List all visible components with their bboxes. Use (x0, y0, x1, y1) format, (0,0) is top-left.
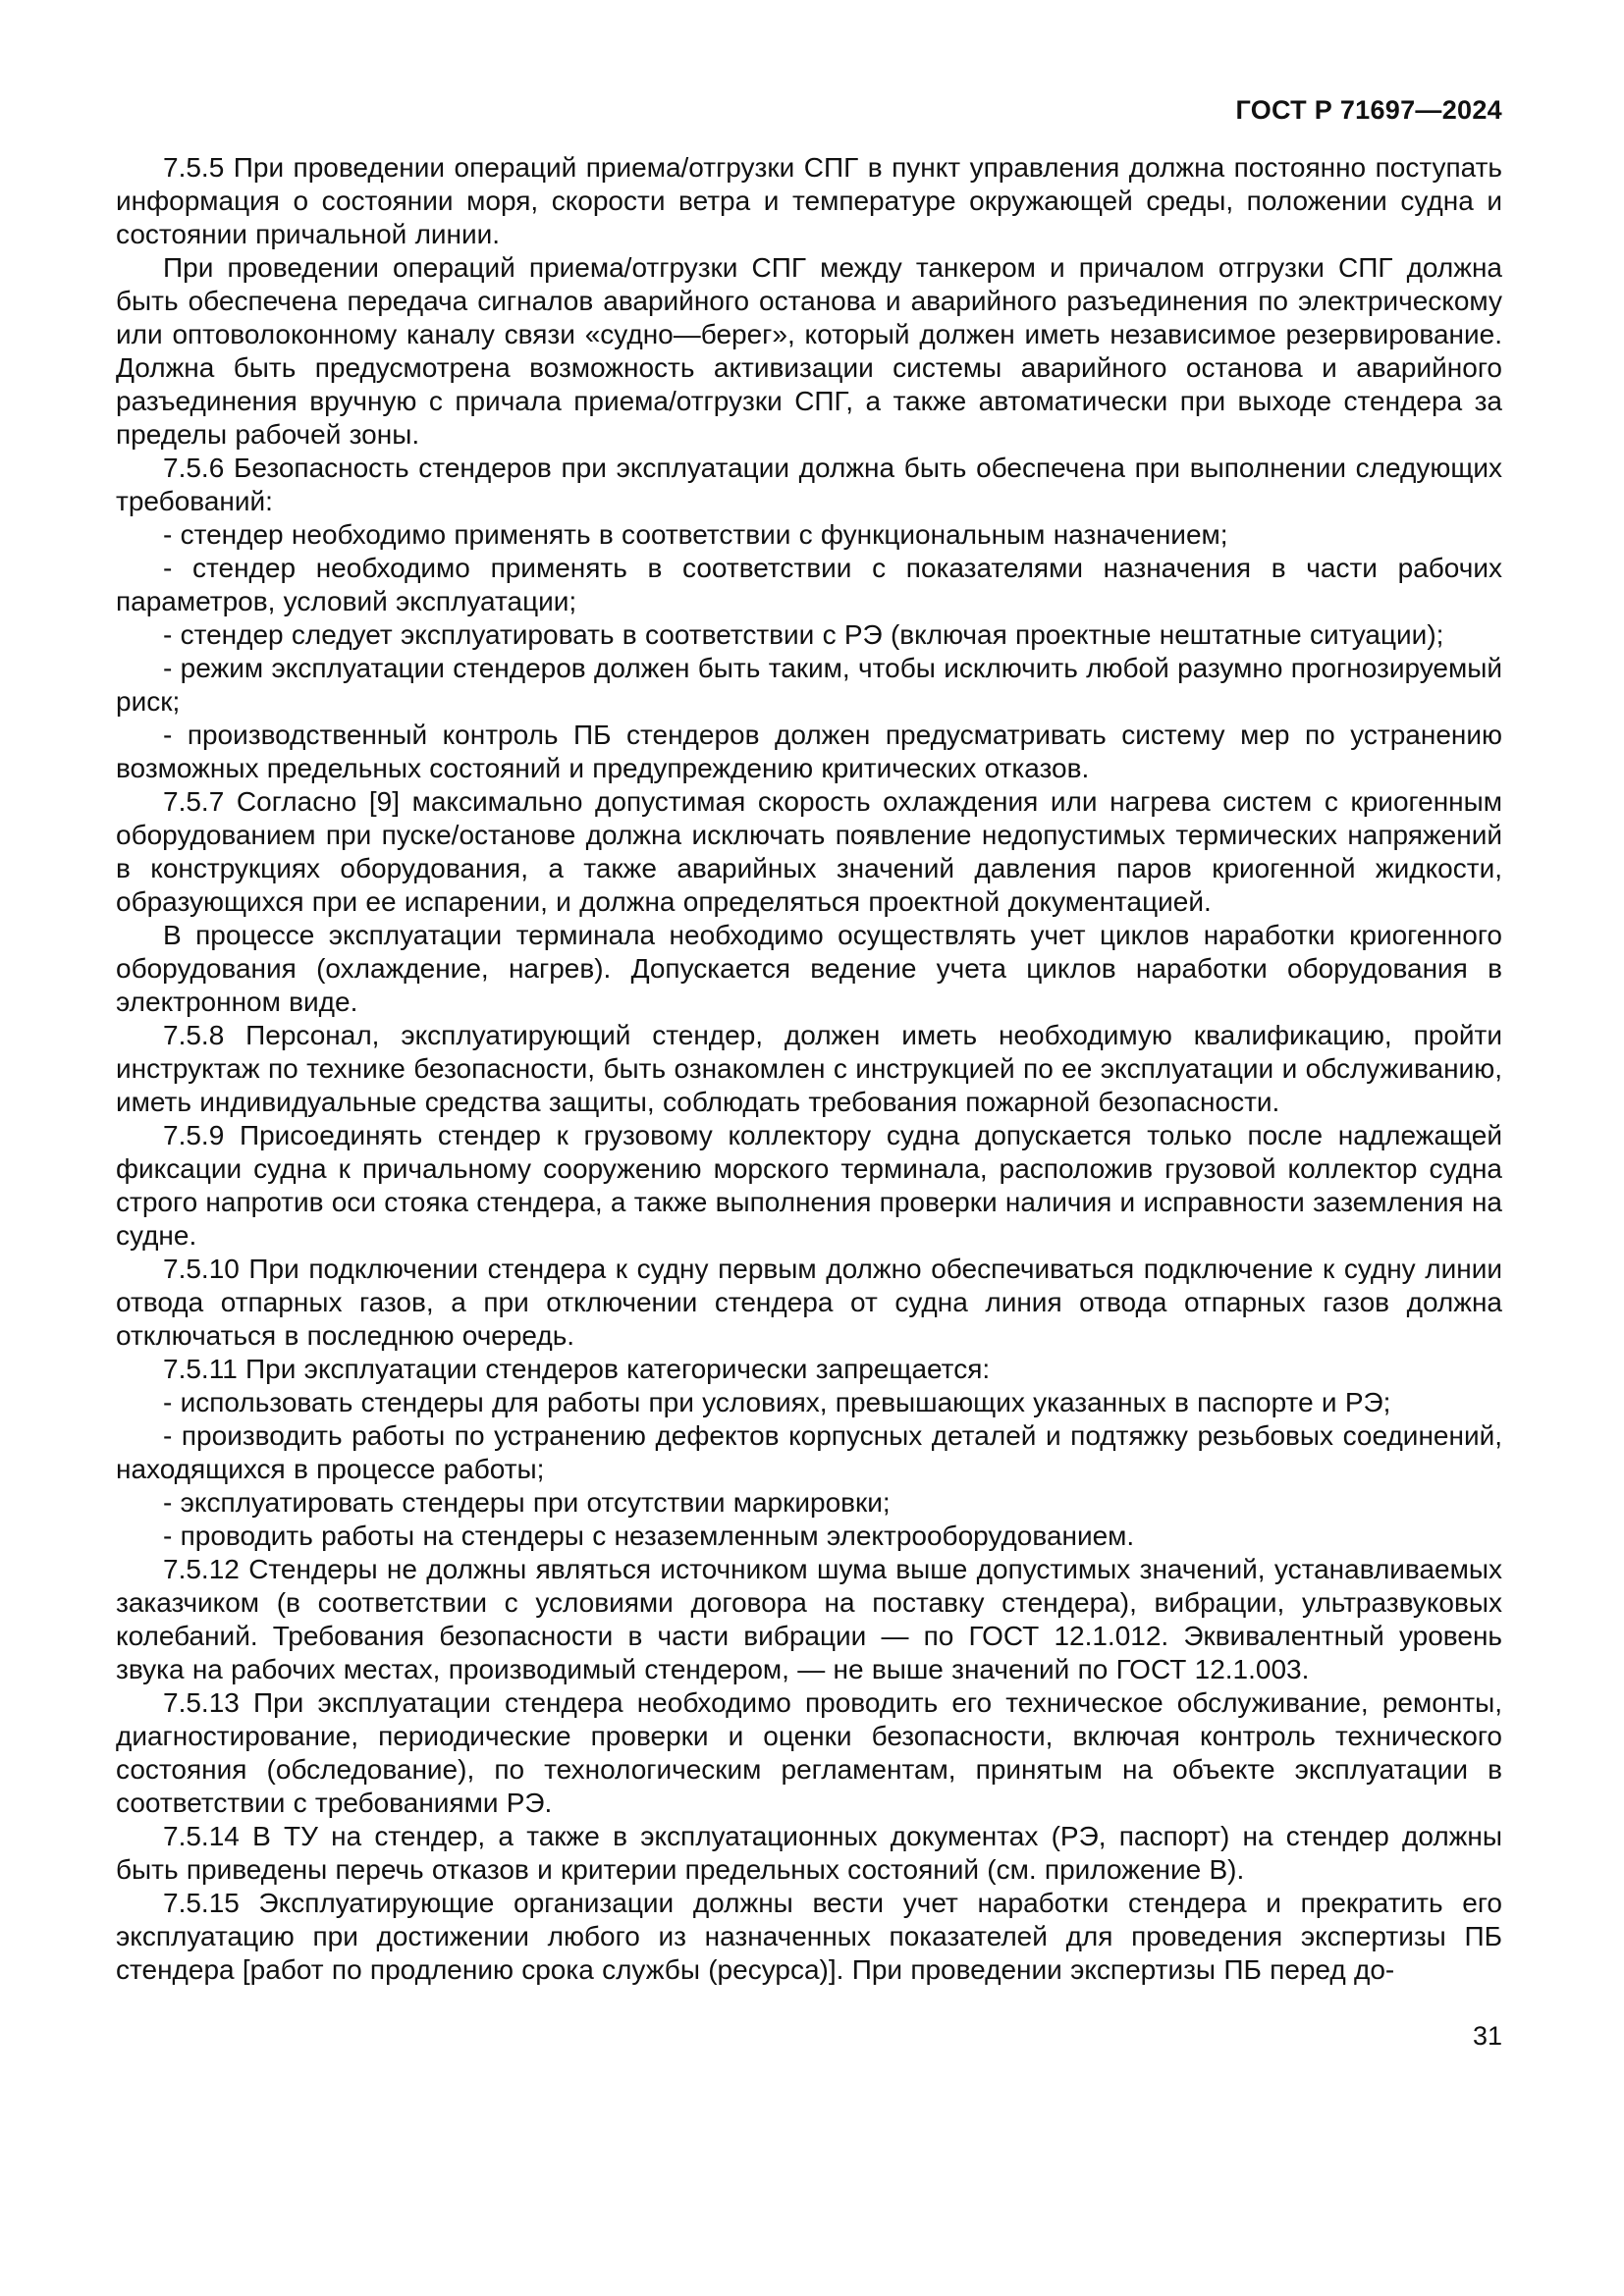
document-header (116, 94, 1502, 126)
list-item: - производить работы по устранению дефектов корпусных деталей и подтяжку резьбовых соединений, находящихся в процессе работы; (116, 1420, 1502, 1484)
document-footer (116, 2020, 1502, 2052)
list-item: - стендер следует эксплуатировать в соответствии с РЭ (включая проектные нештатные ситуации); (163, 619, 1444, 650)
list-item: - использовать стендеры для работы при условиях, превышающих указанных в паспорте и РЭ; (163, 1387, 1391, 1417)
paragraph-7-5-12: 7.5.12 Стендеры не должны являться источником шума выше допустимых значений, устанавливаемых заказчиком (в соответствии с условиями договора на поставку стендера), вибрации, ультразвуковых колебаний. Требования безопасности в части вибрации — по ГОСТ 12.1.012. Эквивалентный уровень звука на рабочих местах, производимый стендером, — не выше значений по ГОСТ 12.1.003. (116, 1554, 1502, 1684)
paragraph-7-5-8: 7.5.8 Персонал, эксплуатирующий стендер, должен иметь необходимую квалификацию, пройти инструктаж по технике безопасности, быть ознакомлен с инструкцией по ее эксплуатации и обслуживанию, иметь индивидуальные средства защиты, соблюдать требования пожарной безопасности. (116, 1020, 1502, 1117)
list-item: - эксплуатировать стендеры при отсутствии маркировки; (163, 1487, 891, 1518)
list-item: - режим эксплуатации стендеров должен быть таким, чтобы исключить любой разумно прогнозируемый риск; (116, 653, 1502, 717)
paragraph-7-5-7: 7.5.7 Согласно [9] максимально допустимая скорость охлаждения или нагрева систем с криогенным оборудованием при пуске/останове должна исключать появление недопустимых термических напряжений в конструкциях оборудования, а также аварийных значений давления паров криогенной жидкости, образующихся при ее испарении, и должна определяться проектной документацией. (116, 786, 1502, 917)
list-item: - стендер необходимо применять в соответствии с функциональным назначением; (163, 519, 1228, 550)
paragraph-7-5-9: 7.5.9 Присоединять стендер к грузовому коллектору судна допускается только после надлежащей фиксации судна к причальному сооружению морского терминала, расположив грузовой коллектор судна строго напротив оси стояка стендера, а также выполнения проверки наличия и исправности заземления на судне. (116, 1120, 1502, 1251)
paragraph-7-5-15: 7.5.15 Эксплуатирующие организации должны вести учет наработки стендера и прекратить его эксплуатацию при достижении любого из назначенных показателей для проведения экспертизы ПБ стендера [работ по продлению срока службы (ресурса)]. При проведении экспертизы ПБ перед до- (116, 1888, 1502, 1985)
paragraph-7-5-11: 7.5.11 При эксплуатации стендеров категорически запрещается: (163, 1354, 991, 1384)
paragraph-7-5-6: 7.5.6 Безопасность стендеров при эксплуатации должна быть обеспечена при выполнении следующих требований: (116, 453, 1502, 516)
list-item: - проводить работы на стендеры с незаземленным электрооборудованием. (163, 1521, 1135, 1551)
paragraph-7-5-14: 7.5.14 В ТУ на стендер, а также в эксплуатационных документах (РЭ, паспорт) на стендер должны быть приведены перечь отказов и критерии предельных состояний (см. приложение В). (116, 1821, 1502, 1885)
paragraph-7-5-7-cont: В процессе эксплуатации терминала необходимо осуществлять учет циклов наработки криогенного оборудования (охлаждение, нагрев). Допускается ведение учета циклов наработки оборудования в электронном виде. (116, 920, 1502, 1017)
paragraph-7-5-5-cont: При проведении операций приема/отгрузки СПГ между танкером и причалом отгрузки СПГ должна быть обеспечена передача сигналов аварийного останова и аварийного разъединения по электрическому или оптоволоконному каналу связи «судно—берег», который должен иметь независимое резервирование. Должна быть предусмотрена возможность активизации системы аварийного останова и аварийного разъединения вручную с причала приема/отгрузки СПГ, а также автоматически при выходе стендера за пределы рабочей зоны. (116, 252, 1502, 450)
list-item: - стендер необходимо применять в соответствии с показателями назначения в части рабочих параметров, условий эксплуатации; (116, 553, 1502, 616)
doc-number: ГОСТ Р 71697—2024 (1235, 95, 1502, 125)
list-item: - производственный контроль ПБ стендеров должен предусматривать систему мер по устранению возможных предельных состояний и предупреждению критических отказов. (116, 720, 1502, 783)
document-body (116, 151, 1502, 1987)
paragraph-7-5-10: 7.5.10 При подключении стендера к судну первым должно обеспечиваться подключение к судну линии отвода отпарных газов, а при отключении стендера от судна линия отвода отпарных газов должна отключаться в последнюю очередь. (116, 1254, 1502, 1351)
page-number: 31 (1472, 2021, 1502, 2051)
paragraph-7-5-13: 7.5.13 При эксплуатации стендера необходимо проводить его техническое обслуживание, ремонты, диагностирование, периодические проверки и оценки безопасности, включая контроль технического состояния (обследование), по технологическим регламентам, принятым на объекте эксплуатации в соответствии с требованиями РЭ. (116, 1687, 1502, 1818)
paragraph-7-5-5: 7.5.5 При проведении операций приема/отгрузки СПГ в пункт управления должна постоянно поступать информация о состоянии моря, скорости ветра и температуре окружающей среды, положении судна и состоянии причальной линии. (116, 152, 1502, 249)
